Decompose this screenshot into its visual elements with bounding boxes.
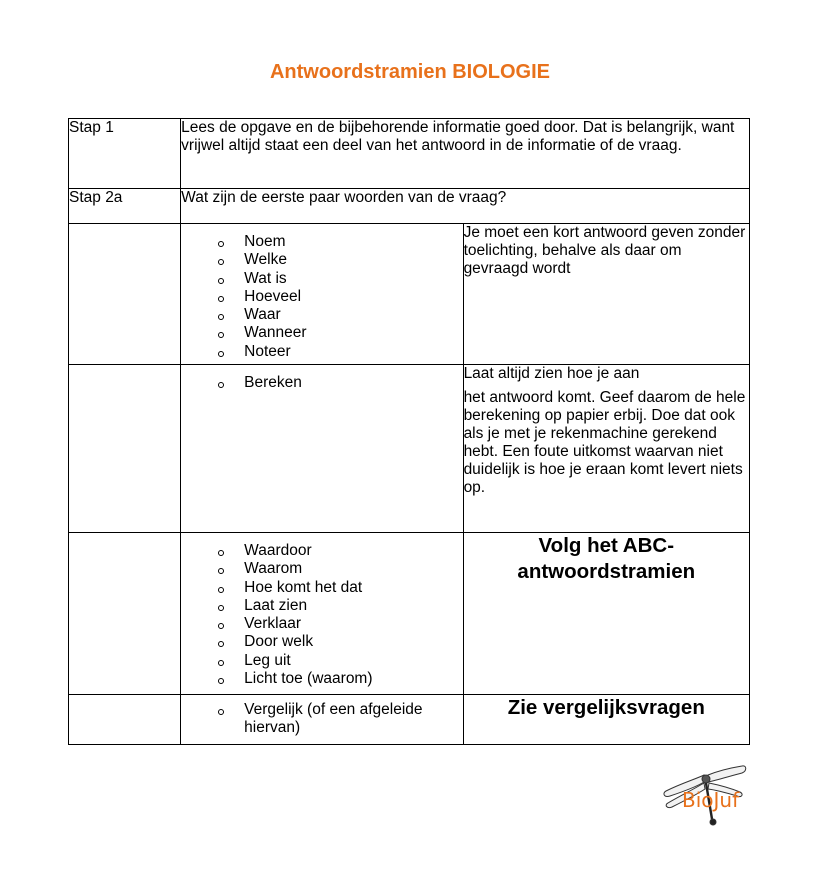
instruction-text: Laat altijd zien hoe je aan xyxy=(463,365,640,382)
table-row xyxy=(69,695,750,745)
biojuf-logo xyxy=(656,765,751,830)
question-word-list xyxy=(181,695,462,738)
question-word-list xyxy=(181,365,462,392)
step-label: Stap 2a xyxy=(69,189,181,224)
question-word-cell xyxy=(181,533,463,695)
list-item: Door welk xyxy=(216,633,462,651)
list-item: Wanneer xyxy=(216,324,462,342)
empty-cell xyxy=(69,533,181,695)
step-label: Stap 1 xyxy=(69,119,181,189)
comparison-reference: Zie vergelijksvragen xyxy=(463,695,749,745)
empty-cell xyxy=(69,365,181,533)
question-word-cell xyxy=(181,695,463,745)
list-item: Verklaar xyxy=(216,615,462,633)
abc-reference: Volg het ABC-antwoordstramien xyxy=(463,533,749,695)
list-item: Waarom xyxy=(216,560,462,578)
list-item: Hoe komt het dat xyxy=(216,579,462,597)
list-item: Licht toe (waarom) xyxy=(216,670,462,688)
empty-cell xyxy=(69,695,181,745)
list-item: Welke xyxy=(216,251,462,269)
list-item: Hoeveel xyxy=(216,288,462,306)
list-item: Wat is xyxy=(216,270,462,288)
list-item: Noem xyxy=(216,233,462,251)
list-item: Vergelijk (of een afgeleide hiervan) xyxy=(216,701,462,738)
question-word-list xyxy=(181,533,462,688)
answer-framework-table xyxy=(68,118,750,745)
list-item: Bereken xyxy=(216,374,462,392)
list-item: Waar xyxy=(216,306,462,324)
list-item: Waardoor xyxy=(216,542,462,560)
table-row xyxy=(69,365,750,533)
empty-cell xyxy=(69,224,181,365)
table-row xyxy=(69,119,750,189)
logo-text: BioJuf xyxy=(682,788,740,812)
list-item: Laat zien xyxy=(216,597,462,615)
table-row xyxy=(69,224,750,365)
table-row xyxy=(69,189,750,224)
page-title: Antwoordstramien BIOLOGIE xyxy=(269,61,551,83)
question-word-list xyxy=(181,224,462,361)
question-word-cell xyxy=(181,365,463,533)
step-description: Wat zijn de eerste paar woorden van de vraag? xyxy=(181,189,750,224)
instruction-text: Je moet een kort antwoord geven zonder toelichting, behalve als daar om gevraagd wordt xyxy=(463,224,746,277)
instruction-cell xyxy=(463,365,749,533)
instruction-text: het antwoord komt. Geef daarom de hele berekening op papier erbij. Doe dat ook als je met je rekenmachine gerekend hebt. Een foute uitkomst waarvan niet duidelijk is hoe je eraan komt levert niets op. xyxy=(463,389,746,496)
table-row xyxy=(69,533,750,695)
list-item: Noteer xyxy=(216,343,462,361)
step-description: Lees de opgave en de bijbehorende informatie goed door. Dat is belangrijk, want vrijwel altijd staat een deel van het antwoord in de informatie of de vraag. xyxy=(181,119,750,189)
instruction-cell xyxy=(463,224,749,365)
list-item: Leg uit xyxy=(216,652,462,670)
question-word-cell xyxy=(181,224,463,365)
